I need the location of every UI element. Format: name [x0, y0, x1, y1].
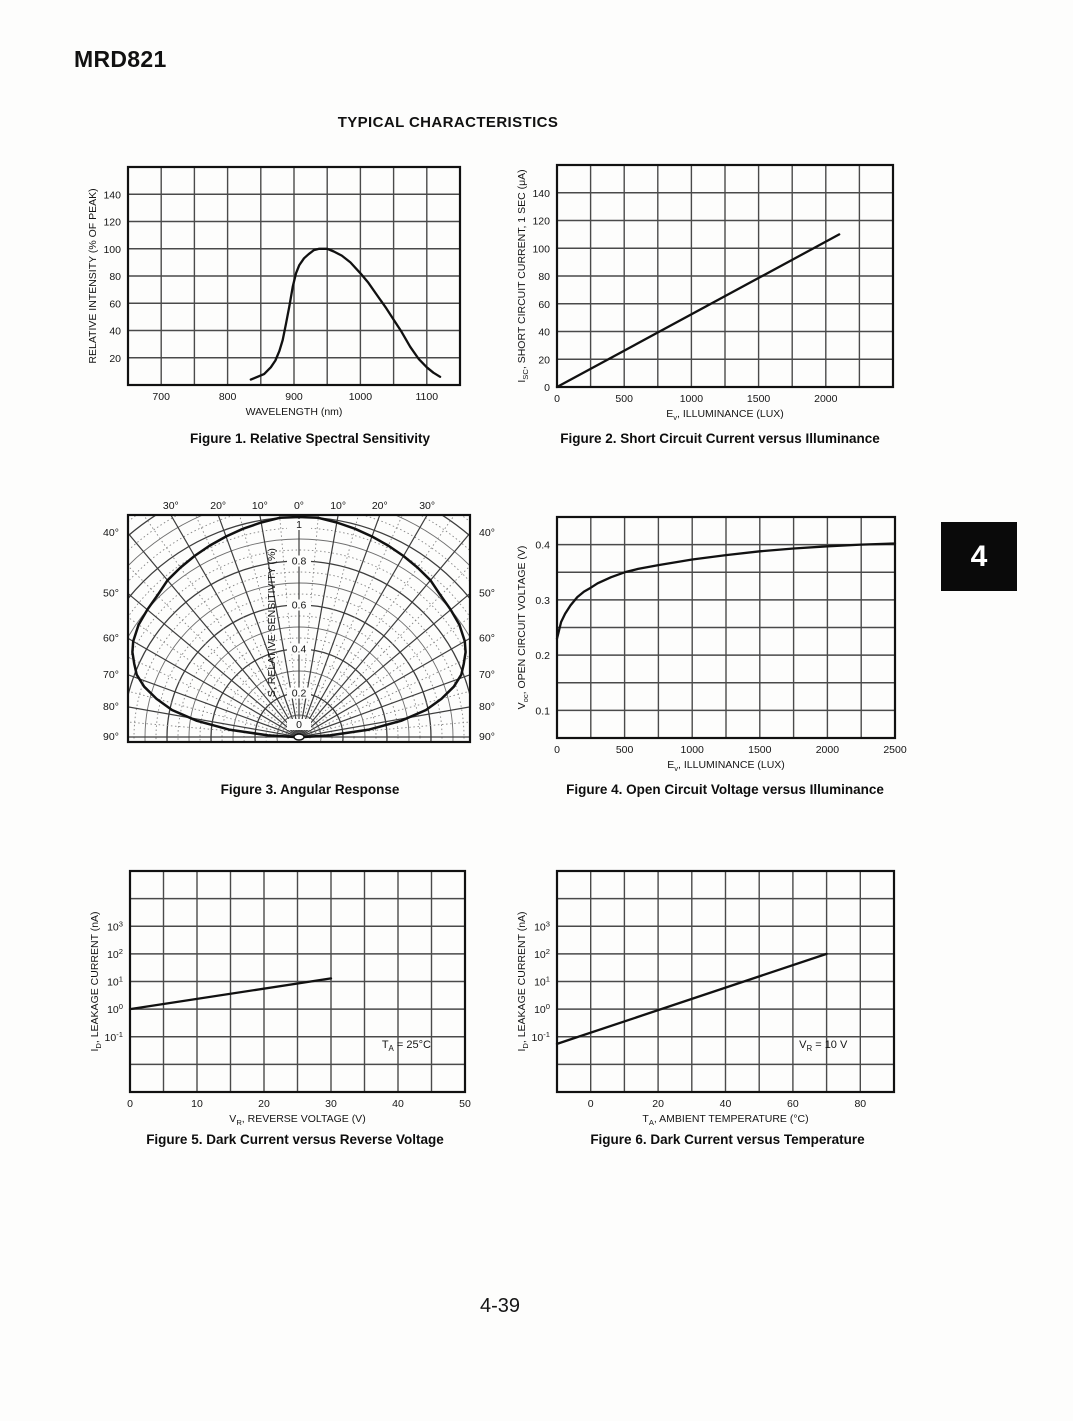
svg-text:20: 20 — [538, 354, 550, 367]
svg-text:80°: 80° — [479, 700, 495, 713]
figure2-caption: Figure 2. Short Circuit Current versus Illuminance — [560, 431, 880, 446]
svg-text:60: 60 — [109, 298, 121, 311]
svg-text:RELATIVE INTENSITY (% OF PEAK): RELATIVE INTENSITY (% OF PEAK) — [87, 188, 99, 364]
page-number: 4-39 — [479, 1295, 521, 1317]
figure5-caption: Figure 5. Dark Current versus Reverse Voltage — [146, 1132, 444, 1147]
svg-text:40: 40 — [109, 325, 121, 338]
svg-text:0: 0 — [587, 1098, 594, 1110]
svg-text:90°: 90° — [479, 731, 495, 743]
part-number: MRD821 — [74, 46, 167, 72]
svg-text:0.4: 0.4 — [291, 643, 307, 656]
svg-text:70°: 70° — [103, 668, 119, 681]
svg-text:0.8: 0.8 — [291, 555, 307, 568]
svg-text:30: 30 — [325, 1098, 337, 1110]
figure4-open-circuit-voltage-chart — [505, 488, 925, 778]
svg-text:20: 20 — [109, 352, 121, 365]
svg-text:0.6: 0.6 — [291, 599, 307, 612]
svg-text:40: 40 — [392, 1098, 404, 1110]
svg-text:40: 40 — [719, 1098, 732, 1110]
svg-text:40°: 40° — [103, 527, 119, 540]
figure2-short-circuit-current-chart — [505, 150, 925, 440]
svg-text:102: $10^2$ — [107, 946, 123, 961]
svg-text:50°: 50° — [479, 587, 495, 600]
svg-text:20: 20 — [258, 1098, 270, 1110]
svg-text:100: $10^0$ — [534, 1002, 550, 1017]
svg-text:1000: 1000 — [348, 391, 373, 403]
svg-text:WAVELENGTH (nm): WAVELENGTH (nm) — [245, 406, 343, 418]
svg-text:10-1: $10^{-1}$ — [104, 1029, 123, 1044]
figure6-dark-current-vs-temperature-chart — [497, 855, 922, 1145]
svg-text:1500: 1500 — [746, 393, 771, 405]
svg-text:101: $10^1$ — [534, 974, 550, 989]
svg-text:120: 120 — [532, 215, 550, 228]
svg-text:VR = 10 V: $V_R = 10$ V — [799, 1038, 848, 1053]
svg-text:0.1: 0.1 — [535, 705, 550, 718]
svg-text:80: 80 — [109, 271, 121, 283]
svg-text:70°: 70° — [479, 668, 495, 681]
section-title: TYPICAL CHARACTERISTICS — [337, 114, 559, 131]
svg-text:10°: 10° — [251, 500, 268, 512]
svg-text:20: 20 — [652, 1098, 664, 1110]
svg-text:100: 100 — [103, 243, 121, 256]
svg-text:TA, AMBIENT TEMPERATURE (°C): $T_A$, AMBIENT TEMPERATURE (°C) — [642, 1113, 809, 1127]
svg-text:1000: 1000 — [679, 393, 704, 405]
svg-text:0: 0 — [296, 719, 302, 731]
figure5-dark-current-vs-voltage-chart — [60, 855, 485, 1145]
svg-text:Ev, ILLUMINANCE (LUX): $E_v$, ILLUMINANCE (LUX) — [667, 759, 785, 773]
svg-text:140: 140 — [103, 189, 121, 202]
svg-text:40°: 40° — [479, 527, 495, 540]
svg-text:1500: 1500 — [748, 744, 772, 756]
svg-text:Voc, OPEN CIRCUIT VOLTAGE (V): $V_{oc}$, OPEN CIRCUIT VOLTAGE (V) — [516, 545, 530, 710]
svg-text:60°: 60° — [103, 632, 119, 645]
svg-text:100: $10^0$ — [107, 1002, 123, 1017]
svg-text:0°: 0° — [293, 500, 305, 512]
svg-text:0.3: 0.3 — [535, 594, 550, 607]
svg-text:101: $10^1$ — [107, 974, 123, 989]
svg-text:1000: 1000 — [680, 744, 704, 756]
svg-text:0.4: 0.4 — [535, 539, 550, 552]
svg-text:ID, LEAKAGE CURRENT (nA): $I_D$, LEAKAGE CURRENT (nA) — [516, 911, 530, 1052]
svg-text:102: $10^2$ — [534, 946, 550, 961]
svg-text:140: 140 — [532, 187, 550, 200]
figure3-angular-response-polar-chart — [90, 488, 510, 773]
svg-text:90°: 90° — [103, 731, 119, 743]
svg-text:80: 80 — [538, 271, 550, 283]
svg-text:103: $10^3$ — [534, 919, 550, 934]
svg-text:20°: 20° — [210, 500, 227, 512]
figure1-spectral-sensitivity-chart — [60, 150, 470, 440]
svg-text:0.2: 0.2 — [291, 687, 307, 700]
svg-text:2500: 2500 — [883, 744, 907, 756]
svg-text:10-1: $10^{-1}$ — [531, 1029, 550, 1044]
svg-text:500: 500 — [615, 744, 634, 756]
svg-text:TA = 25°C: $T_A = 25^\circ C$ — [381, 1038, 431, 1053]
svg-text:0: 0 — [554, 744, 560, 756]
svg-text:120: 120 — [103, 216, 121, 229]
figure4-caption: Figure 4. Open Circuit Voltage versus Illuminance — [566, 782, 884, 797]
svg-text:80°: 80° — [103, 700, 119, 713]
figure6-caption: Figure 6. Dark Current versus Temperature — [590, 1132, 865, 1147]
svg-text:80: 80 — [854, 1098, 867, 1110]
svg-text:10: 10 — [191, 1098, 203, 1110]
svg-text:ID, LEAKAGE CURRENT (nA): $I_D$, LEAKAGE CURRENT (nA) — [89, 911, 103, 1052]
svg-text:50°: 50° — [103, 587, 119, 600]
figure1-caption: Figure 1. Relative Spectral Sensitivity — [189, 431, 431, 446]
svg-text:800: 800 — [218, 391, 237, 403]
svg-text:0: 0 — [127, 1098, 133, 1110]
section-tab-label: 4 — [970, 539, 988, 573]
svg-text:2000: 2000 — [815, 744, 840, 756]
svg-text:S, RELATIVE SENSITIVITY (%): S, RELATIVE SENSITIVITY (%) — [266, 548, 278, 698]
svg-text:30°: 30° — [162, 500, 179, 512]
svg-text:100: 100 — [532, 243, 550, 256]
svg-text:900: 900 — [285, 391, 303, 403]
svg-text:0: 0 — [544, 382, 550, 394]
svg-text:Ev, ILLUMINANCE (LUX): $E_v$, ILLUMINANCE (LUX) — [666, 408, 784, 422]
svg-text:500: 500 — [615, 393, 633, 405]
section-tab — [941, 522, 1017, 591]
svg-text:50: 50 — [459, 1098, 471, 1110]
svg-text:VR, REVERSE VOLTAGE (V): $V_R$, REVERSE VOLTAGE (V) — [229, 1113, 366, 1127]
svg-text:40: 40 — [538, 326, 550, 339]
svg-text:20°: 20° — [371, 500, 388, 512]
svg-text:1: 1 — [296, 519, 302, 531]
svg-text:700: 700 — [152, 391, 170, 403]
svg-text:2000: 2000 — [814, 393, 838, 405]
svg-text:30°: 30° — [419, 500, 436, 512]
svg-text:1100: 1100 — [415, 391, 439, 403]
svg-text:60: 60 — [787, 1098, 799, 1110]
svg-text:0: 0 — [554, 393, 560, 405]
svg-text:60°: 60° — [479, 632, 495, 645]
svg-text:0.2: 0.2 — [535, 650, 550, 663]
svg-text:60: 60 — [538, 298, 550, 311]
svg-text:10°: 10° — [330, 500, 347, 512]
svg-text:103: $10^3$ — [107, 919, 123, 934]
svg-text:ISC, SHORT CIRCUIT CURRENT, 1: $I_{SC}$, SHORT CIRCUIT CURRENT, 1 SEC (μA) — [516, 169, 530, 383]
figure3-caption: Figure 3. Angular Response — [220, 782, 400, 797]
